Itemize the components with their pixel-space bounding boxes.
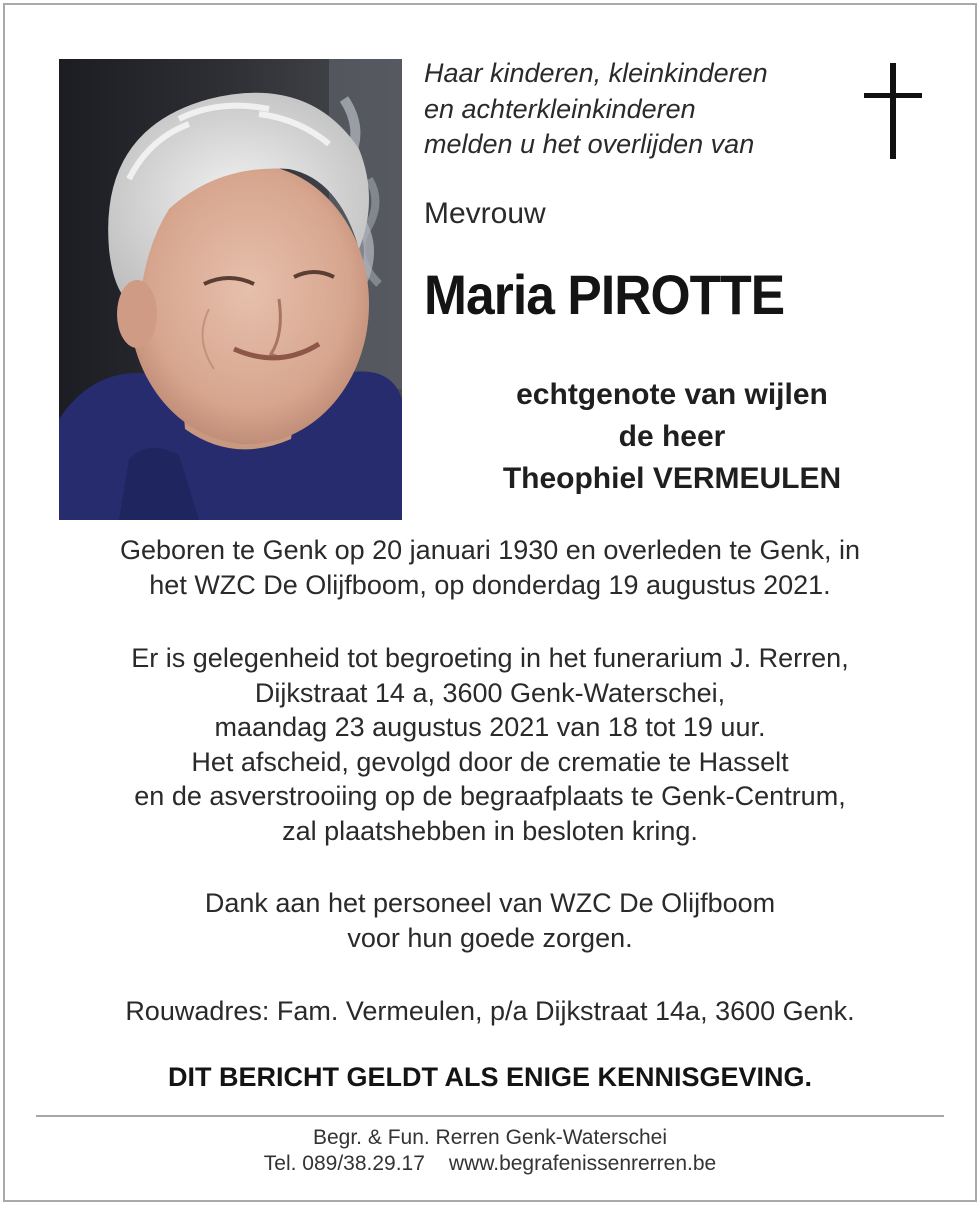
paragraph-line: voor hun goede zorgen. [347, 922, 633, 953]
intro-line: en achterkleinkinderen [424, 93, 696, 124]
portrait-photo [59, 59, 402, 520]
arrangements-paragraph [40, 641, 940, 848]
spouse-line: echtgenote van wijlen [516, 378, 828, 411]
mourning-address [40, 994, 940, 1029]
deceased-name: Maria PIROTTE [424, 263, 785, 326]
divider [36, 1115, 944, 1117]
footer-company: Begr. & Fun. Rerren Genk-Waterschei [312, 1126, 668, 1149]
notice-statement: DIT BERICHT GELDT ALS ENIGE KENNISGEVING. [167, 1062, 813, 1092]
paragraph-line: Het afscheid, gevolgd door de crematie te Hasselt [191, 746, 789, 777]
cross-icon [864, 63, 922, 159]
birth-death-paragraph [40, 533, 940, 602]
paragraph-line: Dank aan het personeel van WZC De Olijfboom [204, 888, 776, 918]
paragraph-line: Rouwadres: Fam. Vermeulen, p/a Dijkstraat 14a, 3600 Genk. [125, 996, 855, 1026]
intro-line: melden u het overlijden van [424, 129, 755, 159]
paragraph-line: Dijkstraat 14 a, 3600 Genk-Waterschei, [254, 677, 726, 708]
spouse-block [432, 374, 912, 500]
intro-text [424, 56, 768, 163]
paragraph-line: zal plaatshebben in besloten kring. [282, 815, 698, 846]
spouse-line: Theophiel VERMEULEN [502, 462, 842, 495]
spouse-line: de heer [618, 420, 726, 453]
paragraph-line: en de asverstrooiing op de begraafplaats te Genk-Centrum, [134, 781, 846, 811]
intro-line: Haar kinderen, kleinkinderen [424, 58, 768, 88]
footer-phone: Tel. 089/38.29.17 [263, 1152, 425, 1175]
paragraph-line: het WZC De Olijfboom, op donderdag 19 augustus 2021. [149, 569, 831, 600]
paragraph-line: Er is gelegenheid tot begroeting in het funerarium J. Rerren, [131, 643, 849, 673]
footer-website-link[interactable]: www.begrafenissenrerren.be [448, 1152, 717, 1175]
paragraph-line: maandag 23 augustus 2021 van 18 tot 19 uur. [214, 712, 766, 742]
honorific: Mevrouw [424, 197, 546, 230]
paragraph-line: Geboren te Genk op 20 januari 1930 en overleden te Genk, in [119, 535, 860, 565]
thanks-paragraph [40, 886, 940, 955]
footer-contact [40, 1152, 940, 1176]
